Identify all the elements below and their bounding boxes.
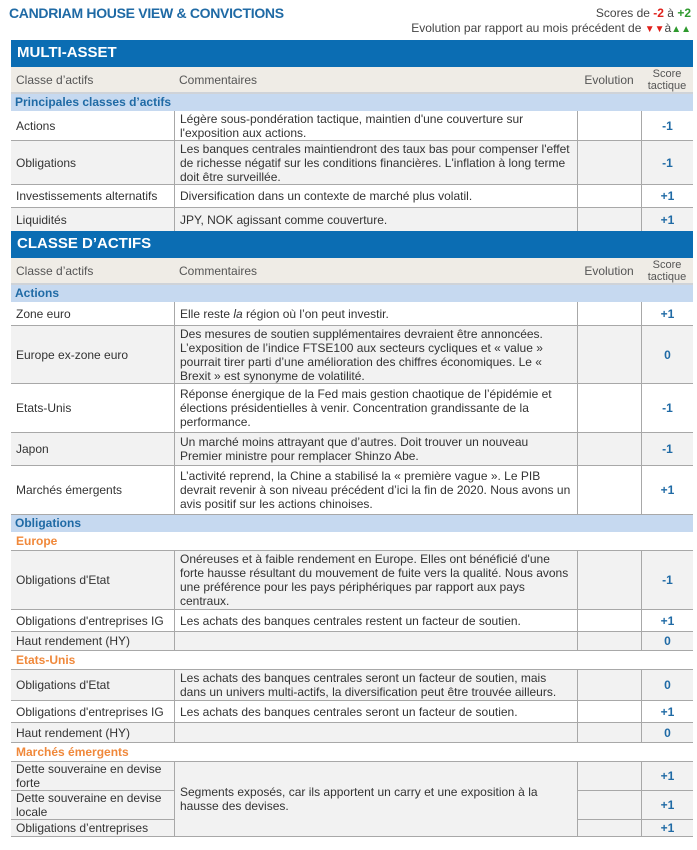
score-value: -1 bbox=[641, 141, 693, 184]
score-legend: Scores de -2 à +2 Evolution par rapport au mois précédent de ▼▼à▲▲ bbox=[411, 6, 691, 35]
score-value: +1 bbox=[641, 466, 693, 514]
asset-class-section bbox=[11, 231, 693, 837]
col-asset: Classe d’actifs bbox=[16, 72, 94, 87]
col-comment: Commentaires bbox=[179, 72, 258, 87]
table-row: Investissements alternatifs Diversification dans un contexte de marché plus volatil. +1 bbox=[11, 185, 693, 208]
table-row: Etats-Unis Réponse énergique de la Fed mais gestion chaotique de l’épidémie et élections présidentielles à venir. Concentration grandissante de la performance. -1 bbox=[11, 384, 693, 433]
score-value: +1 bbox=[641, 302, 693, 325]
table-row: Obligations Les banques centrales maintiendront des taux bas pour compenser l'effet de richesse négatif sur les conditions financières. L'inflation à long terme doit être surveillée. -1 bbox=[11, 141, 693, 185]
section-title: MULTI-ASSET bbox=[11, 40, 693, 67]
score-value: +1 bbox=[641, 208, 693, 231]
score-value: 0 bbox=[641, 723, 693, 742]
score-value: -1 bbox=[641, 551, 693, 609]
score-value: -1 bbox=[641, 111, 693, 140]
table-row: Marchés émergents L’activité reprend, la Chine a stabilisé la « première vague ». Le PIB devrait revenir à son niveau précédent d’ici la fin de 2020. Nous avons un avis positif sur les actions chinoises. +1 bbox=[11, 466, 693, 515]
score-value: 0 bbox=[641, 632, 693, 650]
section-title: CLASSE D’ACTIFS bbox=[11, 231, 693, 258]
score-value: +1 bbox=[641, 610, 693, 631]
triangle-up-icon: ▲▲ bbox=[671, 24, 691, 35]
table-row: Europe ex-zone euro Des mesures de soutien supplémentaires devraient être annoncées. L’exposition de l’indice FTSE100 aux secteurs cycliques et « value » pourrait tirer parti d’une amélioration des chiffres économiques. Le « Brexit » est synonyme de volatilité. 0 bbox=[11, 326, 693, 384]
group-header-obligations: Obligations bbox=[11, 515, 693, 532]
table-row: Liquidités JPY, NOK agissant comme couverture. +1 bbox=[11, 208, 693, 232]
em-shared-comment: Segments exposés, car ils apportent un carry et une exposition à la hausse des devises. bbox=[174, 762, 577, 837]
score-value: 0 bbox=[641, 670, 693, 700]
table-row: Obligations d'entreprises IG Les achats des banques centrales seront un facteur de soutien. +1 bbox=[11, 701, 693, 723]
score-value: +1 bbox=[641, 820, 693, 836]
score-value: +1 bbox=[641, 701, 693, 722]
page-header bbox=[0, 0, 697, 40]
table-row: Haut rendement (HY) 0 bbox=[11, 723, 693, 743]
em-block bbox=[11, 761, 693, 837]
score-value: -1 bbox=[641, 384, 693, 432]
table-row: Dette souveraine en devise locale +1 bbox=[11, 791, 693, 820]
group-header: Principales classes d’actifs bbox=[11, 94, 693, 111]
score-value: -1 bbox=[641, 433, 693, 465]
table-row: Zone euro Elle reste la région où l’on peut investir. +1 bbox=[11, 302, 693, 326]
col-evolution: Evolution bbox=[584, 72, 634, 87]
legend-max-score: +2 bbox=[677, 6, 691, 20]
triangle-down-icon: ▼▼ bbox=[644, 24, 665, 35]
subgroup-us: Etats-Unis bbox=[16, 653, 76, 667]
table-row: Haut rendement (HY) 0 bbox=[11, 632, 693, 651]
subgroup-europe: Europe bbox=[16, 534, 58, 548]
table-row: Dette souveraine en devise forte +1 bbox=[11, 762, 693, 791]
table-row: Obligations d'Etat Onéreuses et à faible rendement en Europe. Elles ont bénéficié d'une forte hausse résultant du mouvement de fuite vers la qualité. Nous avons une préférence pour les pays périphériques par rapport aux pays centraux. -1 bbox=[11, 550, 693, 610]
table-row: Obligations d’entreprises +1 bbox=[11, 820, 693, 837]
table-row: Actions Légère sous-pondération tactique, maintien d'une couverture sur l'exposition aux actions. -1 bbox=[11, 111, 693, 141]
column-header: Classe d’actifs Commentaires Evolution Score tactique bbox=[11, 258, 693, 285]
column-header bbox=[11, 67, 693, 94]
multi-asset-section bbox=[11, 40, 693, 232]
score-value: 0 bbox=[641, 326, 693, 383]
subgroup-em: Marchés émergents bbox=[16, 745, 129, 759]
score-value: +1 bbox=[641, 762, 693, 790]
table-row: Obligations d'entreprises IG Les achats des banques centrales restent un facteur de soutien. +1 bbox=[11, 610, 693, 632]
table-row: Japon Un marché moins attrayant que d’autres. Doit trouver un nouveau Premier ministre pour remplacer Shinzo Abe. -1 bbox=[11, 433, 693, 466]
group-header-actions: Actions bbox=[11, 285, 693, 302]
score-value: +1 bbox=[641, 185, 693, 207]
table-row: Obligations d'Etat Les achats des banques centrales seront un facteur de soutien, mais dans un univers multi-actifs, la diversification peut être trouvée ailleurs. 0 bbox=[11, 669, 693, 701]
col-score: Score tactique bbox=[647, 67, 687, 92]
document-title: CANDRIAM HOUSE VIEW & CONVICTIONS bbox=[9, 5, 284, 21]
legend-min-score: -2 bbox=[653, 6, 664, 20]
score-value: +1 bbox=[641, 791, 693, 819]
